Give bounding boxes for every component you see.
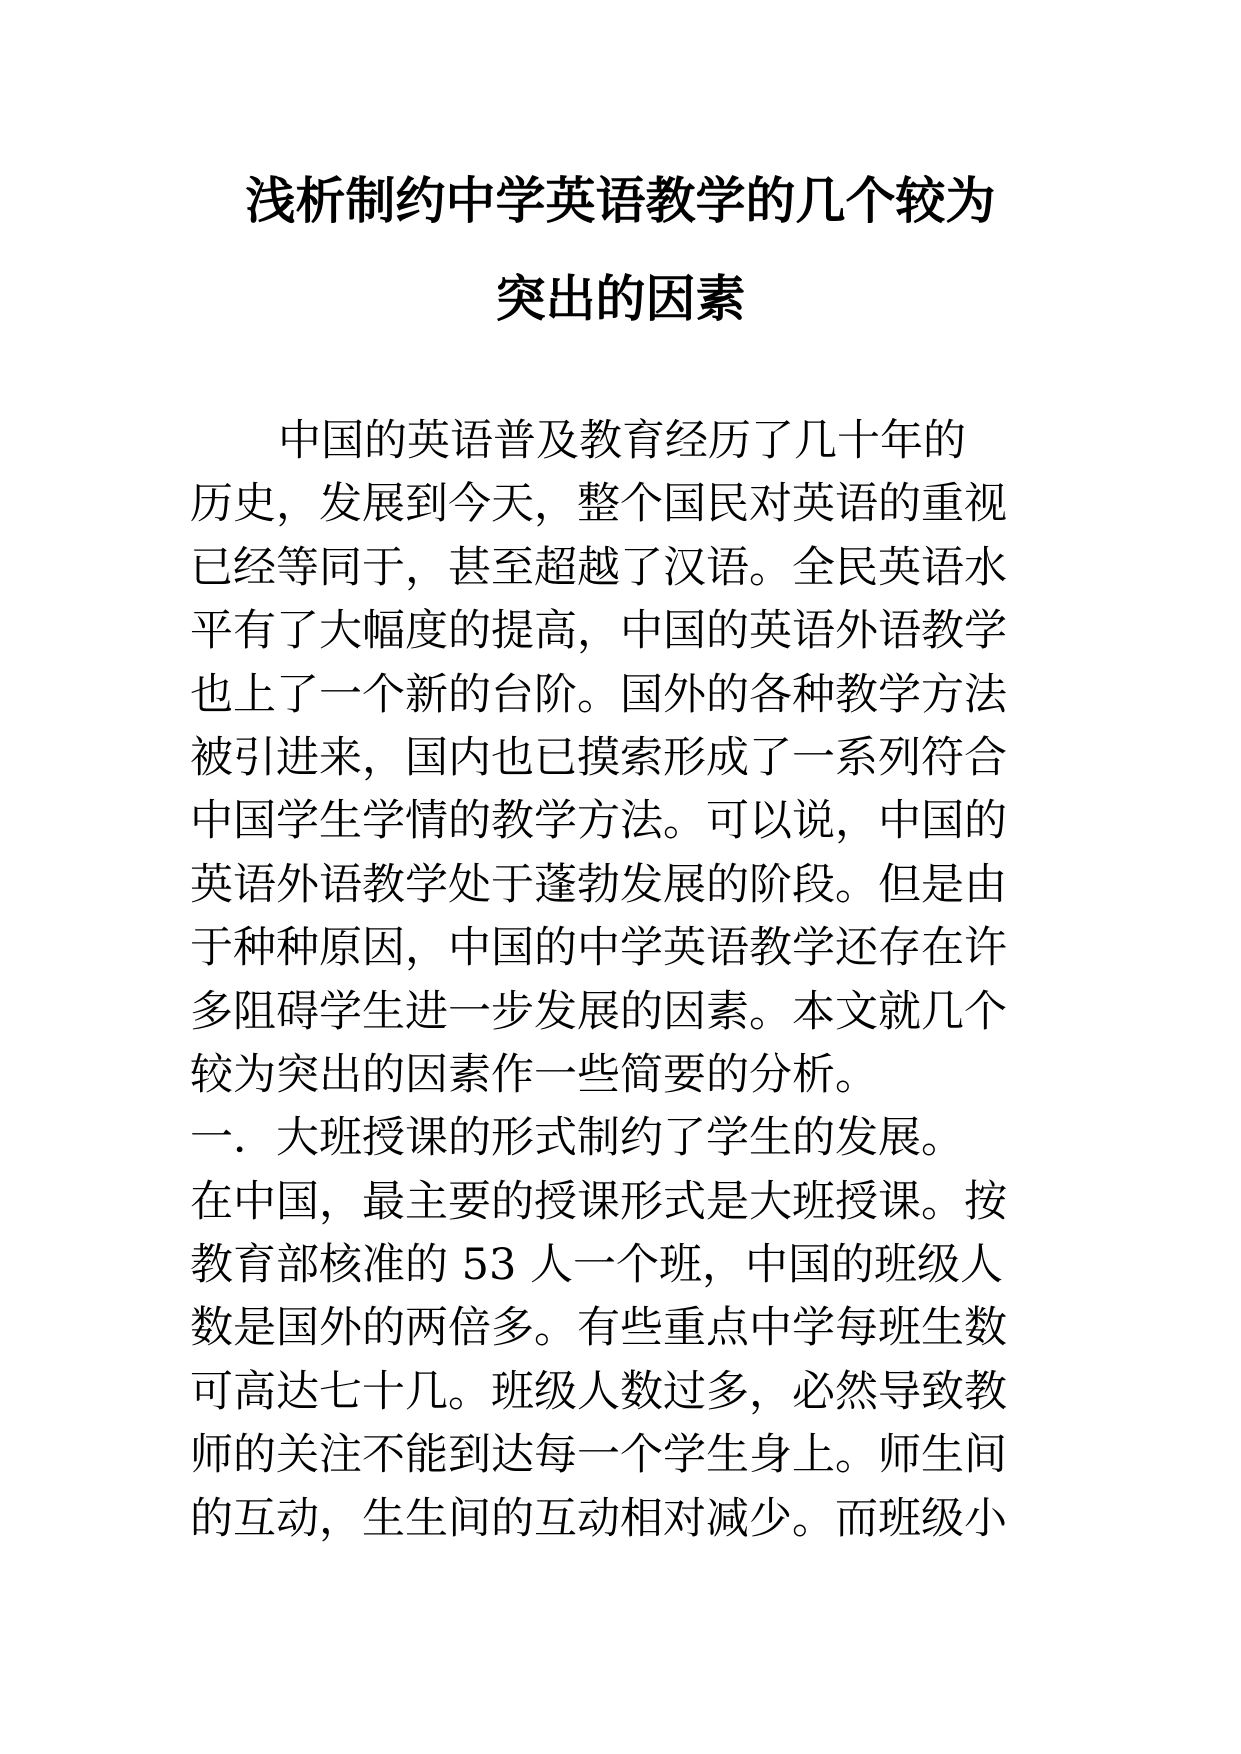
document-title-line-1: 浅析制约中学英语教学的几个较为 [245,172,996,230]
body-line: 在中国，最主要的授课形式是大班授课。按 [190,1176,1007,1227]
body-line: 被引进来，国内也已摸索形成了一系列符合 [190,732,1007,783]
body-line: 较为突出的因素作一些简要的分析。 [190,1049,878,1100]
document-title-line-2: 突出的因素 [495,270,746,328]
body-line: 英语外语教学处于蓬勃发展的阶段。但是由 [190,859,1007,910]
body-line: 也上了一个新的台阶。国外的各种教学方法 [190,669,1007,720]
section-heading: 一．大班授课的形式制约了学生的发展。 [190,1113,964,1164]
body-line: 的互动，生生间的互动相对减少。而班级小 [190,1493,1007,1544]
body-line: 平有了大幅度的提高，中国的英语外语教学 [190,606,1007,657]
body-line: 于种种原因，中国的中学英语教学还存在许 [190,923,1007,974]
body-line: 教育部核准的 53 人一个班，中国的班级人 [190,1240,1004,1291]
document-body [190,410,1070,1551]
body-line: 可高达七十几。班级人数过多，必然导致教 [190,1366,1007,1417]
body-line: 数是国外的两倍多。有些重点中学每班生数 [190,1303,1007,1354]
body-line: 中国的英语普及教育经历了几十年的 [278,416,966,466]
body-line: 已经等同于，甚至超越了汉语。全民英语水 [190,542,1007,593]
body-line: 师的关注不能到达每一个学生身上。师生间 [190,1430,1007,1481]
body-line: 历史，发展到今天，整个国民对英语的重视 [190,479,1007,530]
body-line: 中国学生学情的教学方法。可以说，中国的 [190,796,1007,847]
body-line: 多阻碍学生进一步发展的因素。本文就几个 [190,986,1007,1037]
